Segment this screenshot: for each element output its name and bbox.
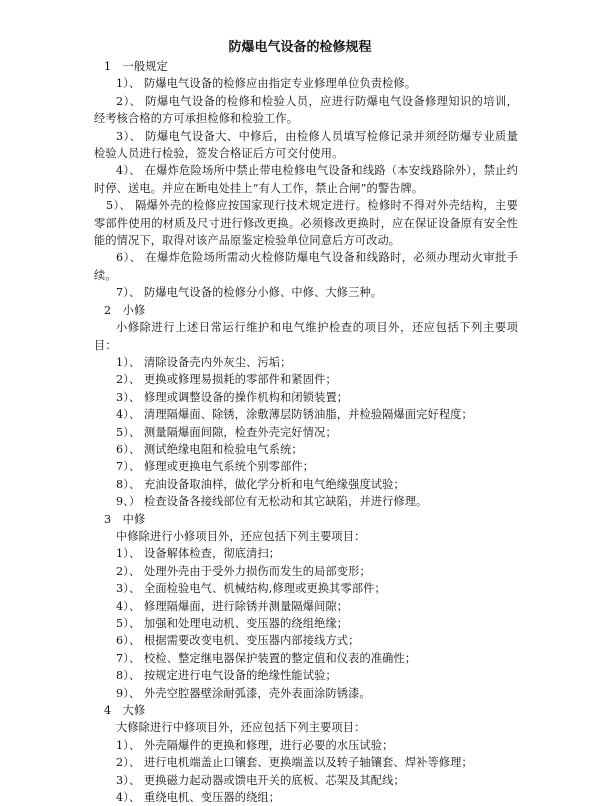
minor-item-5: 5）、 测量隔爆面间隙，检查外壳完好情况；: [116, 425, 337, 439]
minor-item-6: 6）、 测试绝缘电阻和检验电气系统；: [116, 442, 303, 456]
major-item-2: 2）、 进行电机端盖止口镶套、更换端盖以及转子轴镶套、焊补等修理；: [116, 756, 473, 770]
minor-item-3: 3）、 修理或调整设备的操作机构和闭锁装置；: [116, 390, 349, 404]
general-item-6: 6）、 在爆炸危险场所需动火检修防爆电气设备和线路时，必须办理动火审批手续。: [94, 251, 518, 282]
general-item-7: 7）、 防爆电气设备的检修分小修、中修、大修三种。: [116, 286, 383, 300]
medium-item-4: 4）、 修理隔爆面，进行除锈并测量隔爆间隙；: [116, 599, 349, 613]
document-body: [94, 58, 518, 806]
general-item-3: 3）、 防爆电气设备大、中修后，由检修人员填写检修记录并须经防爆专业质量检验人员进行检验，签发合格证后方可交付使用。: [94, 129, 518, 161]
medium-item-7: 7）、 校检、整定继电器保护装置的整定值和仪表的准确性；: [116, 651, 417, 665]
medium-item-6: 6）、 根据需要改变电机、变压器内部接线方式；: [116, 634, 360, 648]
section-heading-minor: 2 小修: [104, 303, 146, 317]
section-heading-general: 1 一般规定: [104, 60, 168, 73]
major-lead: 大修除进行中修项目外，还应包括下列主要项目：: [116, 721, 366, 735]
general-item-2: 2）、 防爆电气设备的检修和检验人员，应进行防爆电气设备修理知识的培训，经考核合格的方可承担检修和检验工作。: [94, 94, 518, 126]
medium-item-9: 9）、 外壳空腔器壁涂耐弧漆，壳外表面涂防锈漆。: [116, 686, 371, 700]
minor-item-4: 4）、 清理隔爆面、除锈，涂敷薄层防锈油脂，并检验隔爆面完好程度；: [116, 408, 473, 422]
medium-item-8: 8）、 按规定进行电气设备的绝缘性能试验；: [116, 669, 337, 683]
minor-item-1: 1）、 清除设备壳内外灰尘、污垢；: [116, 355, 292, 369]
medium-lead: 中修除进行小修项目外，还应包括下列主要项目：: [116, 529, 366, 543]
medium-item-5: 5）、 加强和处理电动机、变压器的绕组绝缘；: [116, 617, 349, 630]
major-item-3: 3）、 更换磁力起动器或馈电开关的底板、芯架及其配线；: [116, 773, 405, 787]
minor-item-8: 8）、 充油设备取油样，做化学分析和电气绝缘强度试验；: [116, 477, 405, 491]
general-item-1: 1）、 防爆电气设备的检修应由指定专业修理单位负责检修。: [116, 77, 417, 91]
medium-item-1: 1）、 设备解体检查，彻底清扫；: [116, 547, 281, 561]
medium-item-3: 3）、 全面检验电气、机械结构,修理或更换其零部件；: [116, 582, 386, 596]
minor-lead: 小修除进行上述日常运行维护和电气维护检查的项目外，还应包括下列主要项目：: [94, 321, 518, 352]
general-item-5: 5）、 隔爆外壳的检修应按国家现行技术规定进行。检修时不得对外壳结构，主要零部件使用的材质及尺寸进行修改更换。必须修改更换时，应在保证设备原有安全性能的情况下，取得对该产品原鉴定检验单位同意后方可改动。: [94, 199, 518, 248]
document-title: 防爆电气设备的检修规程: [228, 40, 372, 55]
section-heading-major: 4 大修: [104, 704, 146, 718]
minor-item-2: 2）、 更换或修理易损耗的零部件和紧固件；: [116, 373, 337, 387]
major-item-4: 4）、 重绕电机、变压器的绕组；: [116, 791, 281, 805]
major-item-1: 1）、 外壳隔爆件的更换和修理，进行必要的水压试验；: [116, 738, 394, 752]
minor-item-9: 9、） 检查设备各接线部位有无松动和其它缺陷，并进行修理。: [116, 495, 428, 509]
general-item-4: 4）、 在爆炸危险场所中禁止带电检修电气设备和线路（本安线路除外），禁止约时停、送电。并应在断电处挂上“有人工作，禁止合闸”的警告牌。: [94, 164, 518, 195]
medium-item-2: 2）、 处理外壳由于受外力损伤而发生的局部变形；: [116, 564, 371, 578]
minor-item-7: 7）、 修理或更换电气系统个别零部件；: [116, 460, 315, 474]
section-heading-medium: 3 中修: [104, 512, 146, 526]
